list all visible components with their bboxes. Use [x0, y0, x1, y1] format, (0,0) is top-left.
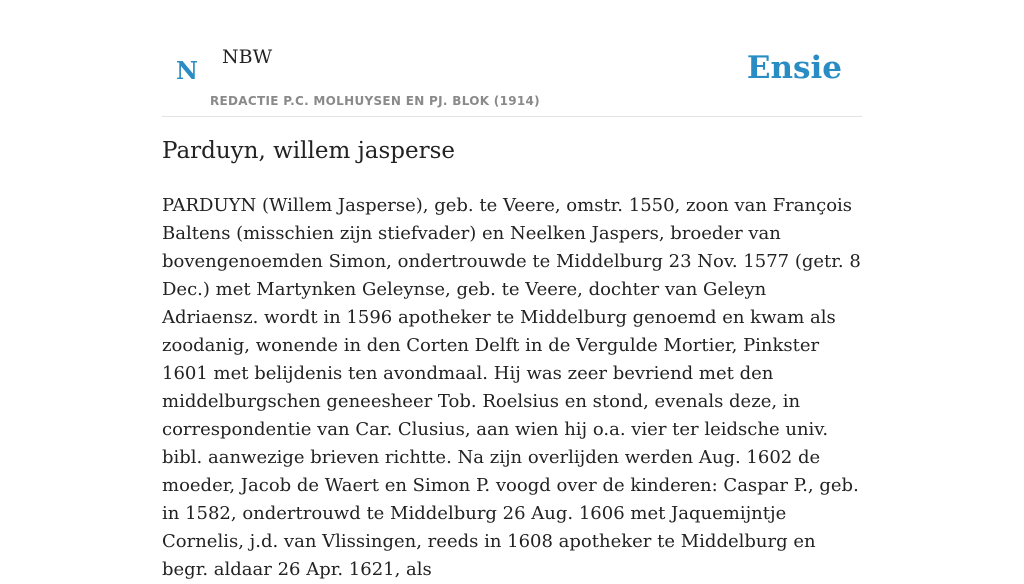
article-body: PARDUYN (Willem Jasperse), geb. te Veere, omstr. 1550, zoon van François Baltens (misschien zijn stiefvader) en Neelken Jaspers, broeder van bovengenoemden Simon, ondertrouwde te Middelburg 23 Nov. 1577 (getr. 8 Dec.) met Martynken Geleynse, geb. te Veere, dochter van Geleyn Adriaensz. wordt in 1596 apotheker te Middelburg genoemd en kwam als zoodanig, wonende in den Corten Delft in de Vergulde Mortier, Pinkster 1601 met belijdenis ten avondmaal. Hij was zeer bevriend met den middelburgschen geneesheer Tob. Roelsius en stond, evenals deze, in correspondentie van Car. Clusius, aan wien hij o.a. vier ter leidsche univ. bibl. aanwezige brieven richtte. Na zijn overlijden werden Aug. 1602 de moeder, Jacob de Waert en Simon P. voogd over de kinderen: Caspar P., geb. in 1582, ondertrouwd te Middelburg 26 Aug. 1606 met Jaquemijntje Cornelis, j.d. van Vlissingen, reeds in 1608 apotheker te Middelburg en begr. aldaar 26 Apr. 1621, als [162, 195, 861, 580]
nbw-logo[interactable]: N [176, 56, 198, 85]
source-subtitle: REDACTIE P.C. MOLHUYSEN EN PJ. BLOK (1914) [210, 94, 540, 108]
ensie-brand-logo[interactable]: Ensie [746, 50, 842, 86]
source-title: NBW [222, 46, 273, 68]
page-title: Parduyn, willem jasperse [162, 138, 455, 164]
header [162, 0, 862, 117]
